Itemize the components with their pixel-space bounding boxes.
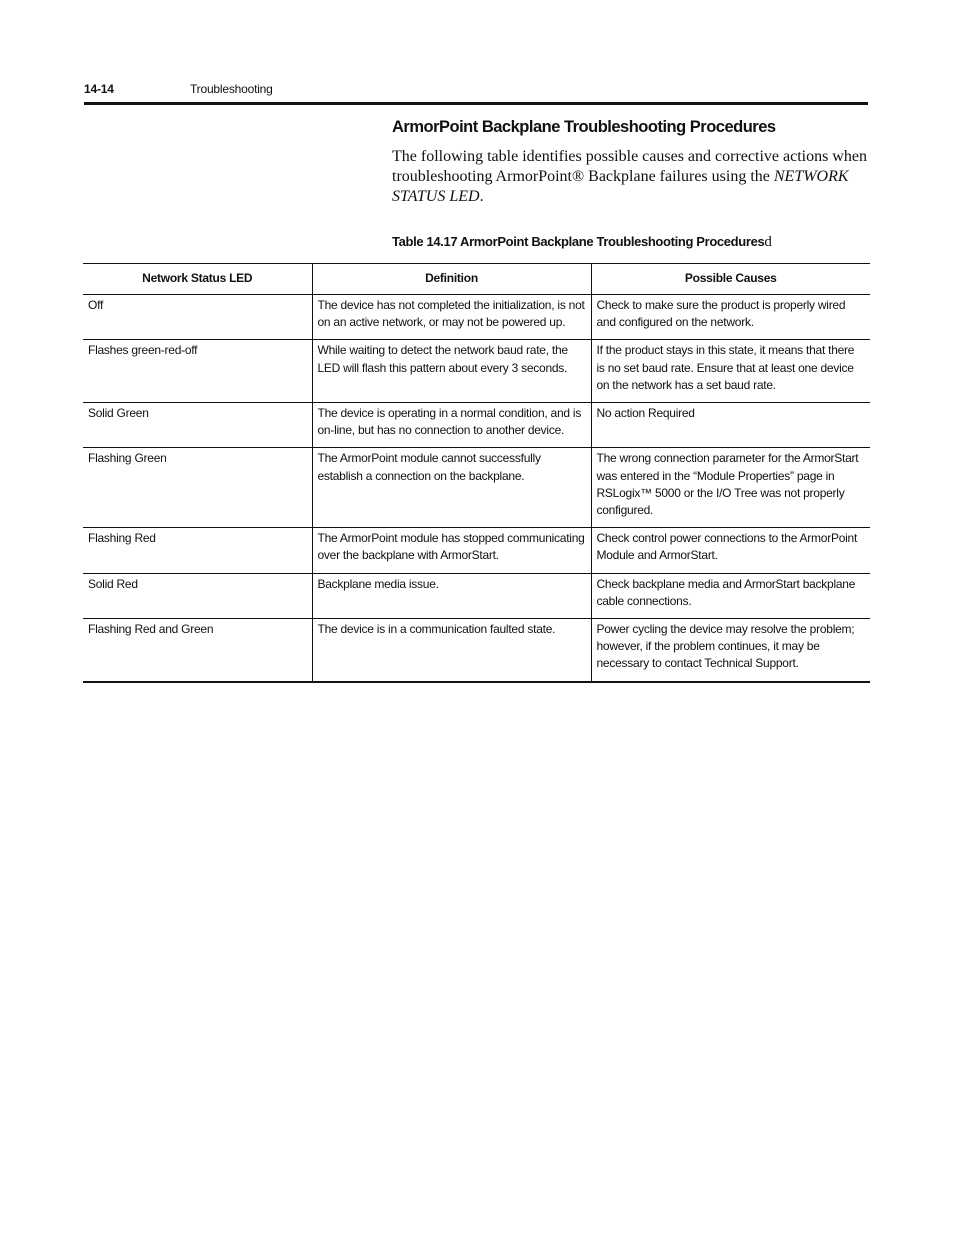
table-row [83, 403, 870, 448]
table-header-row [83, 264, 870, 295]
cell-definition: The device has not completed the initialization, is not on an active network, or may not be powered up. [312, 295, 591, 340]
cell-definition: While waiting to detect the network baud rate, the LED will flash this pattern about every 3 seconds. [312, 340, 591, 403]
table-row [83, 295, 870, 340]
page-number: 14-14 [84, 82, 114, 96]
cell-led: Flashing Green [83, 448, 312, 528]
chapter-name: Troubleshooting [190, 82, 273, 96]
table-row [83, 340, 870, 403]
cell-definition: The device is in a communication faulted state. [312, 619, 591, 682]
cell-led: Off [83, 295, 312, 340]
column-header-definition: Definition [312, 264, 591, 295]
cell-causes: Check backplane media and ArmorStart backplane cable connections. [591, 573, 870, 618]
cell-definition: Backplane media issue. [312, 573, 591, 618]
running-header [84, 80, 868, 98]
table-row [83, 448, 870, 528]
cell-definition: The ArmorPoint module cannot successfully establish a connection on the backplane. [312, 448, 591, 528]
intro-paragraph [392, 147, 868, 207]
cell-causes: If the product stays in this state, it means that there is no set baud rate. Ensure that at least one device on the network has a set baud rate. [591, 340, 870, 403]
cell-causes: Check to make sure the product is properly wired and configured on the network. [591, 295, 870, 340]
cell-led: Flashes green-red-off [83, 340, 312, 403]
cell-causes: The wrong connection parameter for the ArmorStart was entered in the “Module Properties” page in RSLogix™ 5000 or the I/O Tree was not properly configured. [591, 448, 870, 528]
intro-text: The following table identifies possible causes and corrective actions when troubleshooting ArmorPoint® Backplane failures using the [392, 148, 867, 185]
cell-causes: Check control power connections to the ArmorPoint Module and ArmorStart. [591, 528, 870, 573]
cell-causes: No action Required [591, 403, 870, 448]
column-header-led: Network Status LED [83, 264, 312, 295]
section-title: ArmorPoint Backplane Troubleshooting Procedures [392, 118, 776, 136]
table-caption-text: Table 14.17 ArmorPoint Backplane Troubleshooting Procedures [392, 234, 765, 249]
cell-definition: The device is operating in a normal condition, and is on-line, but has no connection to another device. [312, 403, 591, 448]
intro-end: . [479, 188, 484, 205]
cell-led: Solid Red [83, 573, 312, 618]
cell-led: Flashing Red and Green [83, 619, 312, 682]
table-row [83, 573, 870, 618]
table-row [83, 619, 870, 682]
column-header-causes: Possible Causes [591, 264, 870, 295]
cell-definition: The ArmorPoint module has stopped communicating over the backplane with ArmorStart. [312, 528, 591, 573]
intro-emphasis: NETWORK STATUS LED [392, 168, 849, 205]
table-row [83, 528, 870, 573]
troubleshooting-table [83, 263, 870, 683]
header-rule [84, 102, 868, 105]
table-caption [392, 232, 772, 252]
cell-led: Flashing Red [83, 528, 312, 573]
table-caption-suffix: d [764, 234, 772, 250]
cell-led: Solid Green [83, 403, 312, 448]
cell-causes: Power cycling the device may resolve the problem; however, if the problem continues, it may be necessary to contact Technical Support. [591, 619, 870, 682]
